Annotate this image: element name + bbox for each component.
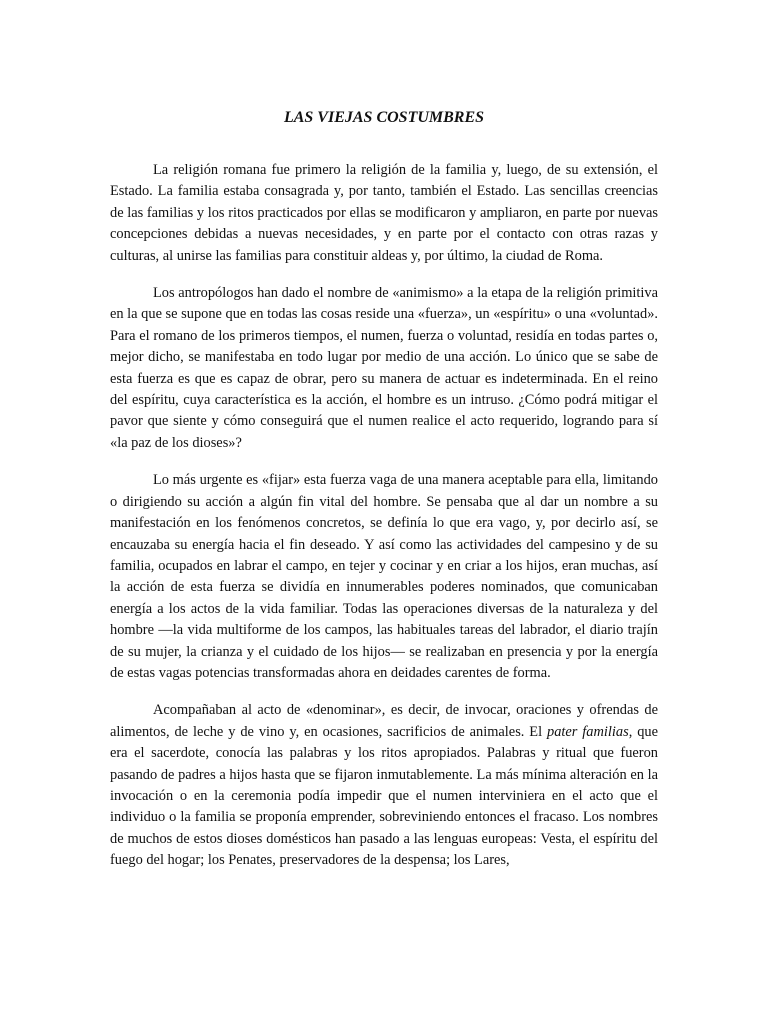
document-page (110, 104, 658, 872)
paragraph-4-text-before: Acompañaban al acto de «denominar», es decir, de invocar, oraciones y ofrendas de alimentos, de leche y de vino y, en ocasiones, sacrificios de animales. El (110, 702, 658, 740)
paragraph-3: Lo más urgente es «fijar» esta fuerza vaga de una manera aceptable para ella, limitando o dirigiendo su acción a algún fin vital del hombre. Se pensaba que al dar un nombre a su manifestación en los fenómenos concretos, se definía lo que era vago, y, por decirlo así, se encauzaba su energía hacia el fin deseado. Y así como las actividades del campesino y de su familia, ocupados en labrar el campo, en tejer y cocinar y en criar a los hijos, eran muchas, así la acción de esta fuerza se dividía en innumerables poderes nominados, que comunicaban energía a los actos de la vida familiar. Todas las operaciones diversas de la naturaleza y del hombre —la vida multiforme de los campos, las habituales tareas del labrador, el diario trajín de su mujer, la crianza y el cuidado de los hijos— se realizaban en presencia y por la energía de estas vagas potencias transformadas ahora en deidades carentes de forma. (110, 472, 658, 681)
paragraph-4-text-after: , que era el sacerdote, conocía las palabras y los ritos apropiados. Palabras y ritual que fueron pasando de padres a hijos hasta que se fijaron inmutablemente. La más mínima alteración en la invocación o en la ceremonia podía impedir que el numen interviniera en el acto que el individuo o la familia se proponía emprender, sobreviniendo entonces el fracaso. Los nombres de muchos de estos dioses domésticos han pasado a las lenguas europeas: Vesta, el espíritu del fuego del hogar; los Penates, preservadores de la despensa; los Lares, (110, 723, 658, 869)
paragraph-2: Los antropólogos han dado el nombre de «animismo» a la etapa de la religión primitiva en la que se supone que en todas las cosas reside una «fuerza», un «espíritu» o una «voluntad». Para el romano de los primeros tiempos, el numen, fuerza o voluntad, residía en todas partes o, mejor dicho, se manifestaba en todo lugar por medio de una acción. Lo único que se sabe de esta fuerza es que es capaz de obrar, pero su manera de actuar es indeterminada. En el reino del espíritu, cuya característica es la acción, el hombre es un intruso. ¿Cómo podrá mitigar el pavor que siente y cómo conseguirá que el numen realice el acto requerido, logrando para sí «la paz de los dioses»? (110, 285, 658, 451)
document-title: LAS VIEJAS COSTUMBRES (283, 109, 485, 126)
paragraph-1: La religión romana fue primero la religión de la familia y, luego, de su extensión, el Estado. La familia estaba consagrada y, por tanto, también el Estado. Las sencillas creencias de las familias y los ritos practicados por ellas se modificaron y ampliaron, en parte por nuevas concepciones debidas a nuevas necesidades, y en parte por el contacto con otras razas y culturas, al unirse las familias para constituir aldeas y, por último, la ciudad de Roma. (110, 162, 658, 264)
paragraph-4-italic-term: pater familias (547, 723, 629, 740)
paragraph-4 (110, 700, 658, 871)
